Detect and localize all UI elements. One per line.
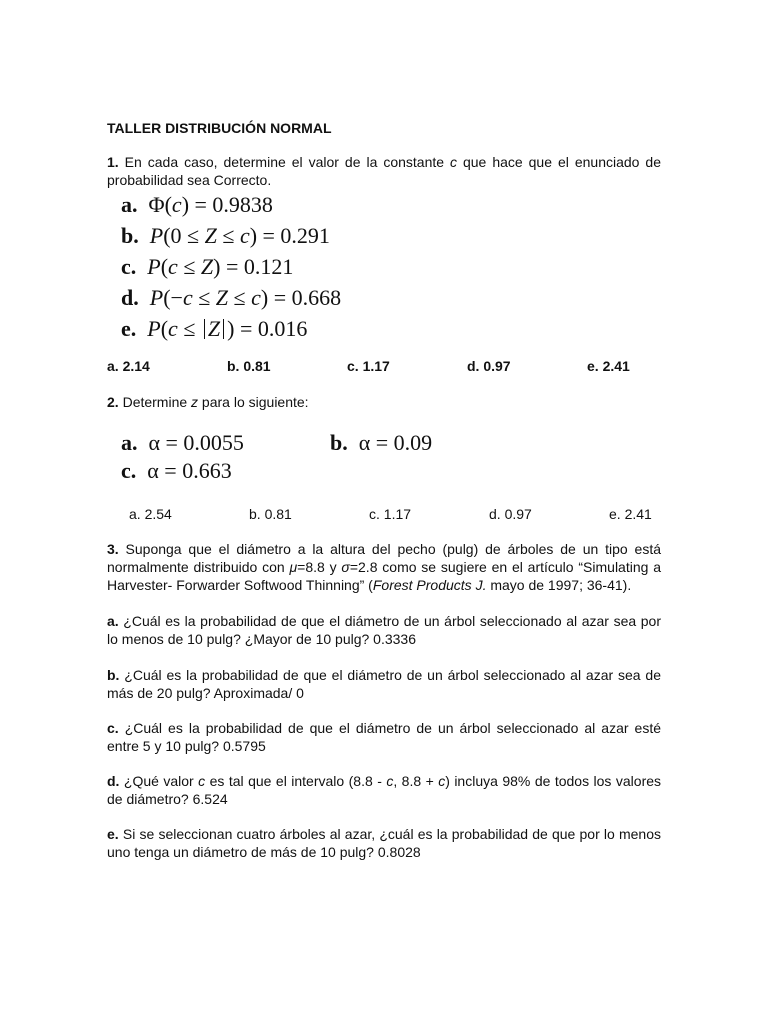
- part-variable: c: [198, 773, 206, 789]
- formula-label: a.: [121, 430, 138, 455]
- q1-formula-c: c. P(c ≤ Z) = 0.121: [121, 254, 294, 279]
- part-label: a.: [107, 613, 119, 629]
- journal-name: Forest Products J.: [372, 577, 487, 593]
- part-text: es tal que el intervalo (8.8 -: [205, 773, 387, 789]
- formula-label: b.: [330, 430, 348, 455]
- part-label: c.: [107, 720, 119, 736]
- q3-part-e: [107, 825, 661, 861]
- q1-formula-a: a. Φ(c) = 0.9838: [121, 192, 273, 217]
- article-title: “Simulating a Harvester- Forwarder Softwood Thinning”: [107, 559, 662, 593]
- formula-label: d.: [121, 285, 139, 310]
- question-1-text-part: En cada caso, determine el valor de la constante: [118, 154, 451, 170]
- q2-formula-c: c. α = 0.663: [121, 458, 232, 483]
- question-3-text-part: Suponga que el diámetro a la altura del pecho (pulg) de árboles de un tipo está normalmente distribuido con: [107, 541, 661, 575]
- part-text: ¿Cuál es la probabilidad de que el diámetro de un árbol seleccionado al azar esté entre 5 y 10 pulg? 0.5795: [107, 720, 661, 754]
- formula-label: b.: [121, 223, 139, 248]
- question-3-text-part: =8.8 y: [297, 559, 342, 575]
- question-3-number: 3.: [107, 541, 119, 557]
- q1-answer-b: b. 0.81: [227, 358, 271, 374]
- question-1-text-part: que hace que el enunciado de probabilidad sea Correcto.: [107, 154, 661, 188]
- question-2-text-part: para lo siguiente:: [198, 394, 309, 410]
- q1-answer-c: c. 1.17: [347, 358, 390, 374]
- question-3-text-part: mayo de 1997; 36-41).: [486, 577, 632, 593]
- q2-answer-c: c. 1.17: [369, 506, 412, 522]
- document-title: TALLER DISTRIBUCIÓN NORMAL: [107, 120, 332, 136]
- q1-answer-d: d. 0.97: [467, 358, 511, 374]
- part-text: Si se seleccionan cuatro árboles al azar, ¿cuál es la probabilidad de que por lo menos uno tenga un diámetro de más de 10 pulg? 0.8028: [107, 826, 661, 860]
- part-label: b.: [107, 667, 120, 683]
- formula-label: c.: [121, 254, 137, 279]
- mu-symbol: μ: [289, 559, 298, 575]
- part-variable: c: [386, 773, 394, 789]
- q1-answers: [0, 357, 768, 375]
- q1-formula-e: e. P(c ≤ Z ) = 0.016: [121, 316, 308, 341]
- q3-part-d: [107, 772, 661, 808]
- part-text: ) incluya 98% de todos los valores de diámetro? 6.524: [107, 773, 662, 807]
- part-text: , 8.8 +: [393, 773, 439, 789]
- part-label: d.: [107, 773, 120, 789]
- q1-formula-b: b. P(0 ≤ Z ≤ c) = 0.291: [121, 223, 330, 248]
- q1-answer-a: a. 2.14: [107, 358, 150, 374]
- question-2-variable: z: [191, 394, 199, 410]
- part-text: ¿Cuál es la probabilidad de que el diámetro de un árbol seleccionado al azar sea de más de 20 pulg? Aproximada/ 0: [107, 667, 661, 701]
- part-label: e.: [107, 826, 119, 842]
- part-text: ¿Qué valor: [119, 773, 199, 789]
- formula-label: a.: [121, 192, 138, 217]
- q3-part-b: [107, 666, 661, 702]
- sigma-symbol: σ: [341, 559, 350, 575]
- q1-formula-d: d. P(−c ≤ Z ≤ c) = 0.668: [121, 285, 342, 310]
- formula-label: e.: [121, 316, 137, 341]
- q2-answer-b: b. 0.81: [249, 506, 292, 522]
- q3-part-a: [107, 612, 661, 648]
- question-2-text-part: Determine: [118, 394, 192, 410]
- q3-part-c: [107, 719, 661, 755]
- question-3-text: [107, 540, 661, 594]
- question-1-number: 1.: [107, 154, 119, 170]
- q2-answer-d: d. 0.97: [489, 506, 532, 522]
- q2-answer-e: e. 2.41: [609, 506, 652, 522]
- q2-formula-a: a. α = 0.0055: [121, 430, 244, 455]
- question-3-text-part: (: [364, 577, 373, 593]
- question-2-text: [107, 393, 661, 411]
- part-text: ¿Cuál es la probabilidad de que el diámetro de un árbol seleccionado al azar sea por lo menos de 10 pulg? ¿Mayor de 10 pulg? 0.3336: [107, 613, 661, 647]
- question-1-variable: c: [450, 154, 458, 170]
- question-3-text-part: =2.8 como se sugiere en el artículo: [349, 559, 579, 575]
- question-1-text: [107, 153, 661, 189]
- formula-label: c.: [121, 458, 137, 483]
- question-2-number: 2.: [107, 394, 119, 410]
- q2-answer-a: a. 2.54: [129, 506, 172, 522]
- q2-answers: [0, 505, 768, 523]
- q1-answer-e: e. 2.41: [587, 358, 630, 374]
- part-variable: c: [438, 773, 446, 789]
- q2-formula-b: b. α = 0.09: [330, 430, 433, 455]
